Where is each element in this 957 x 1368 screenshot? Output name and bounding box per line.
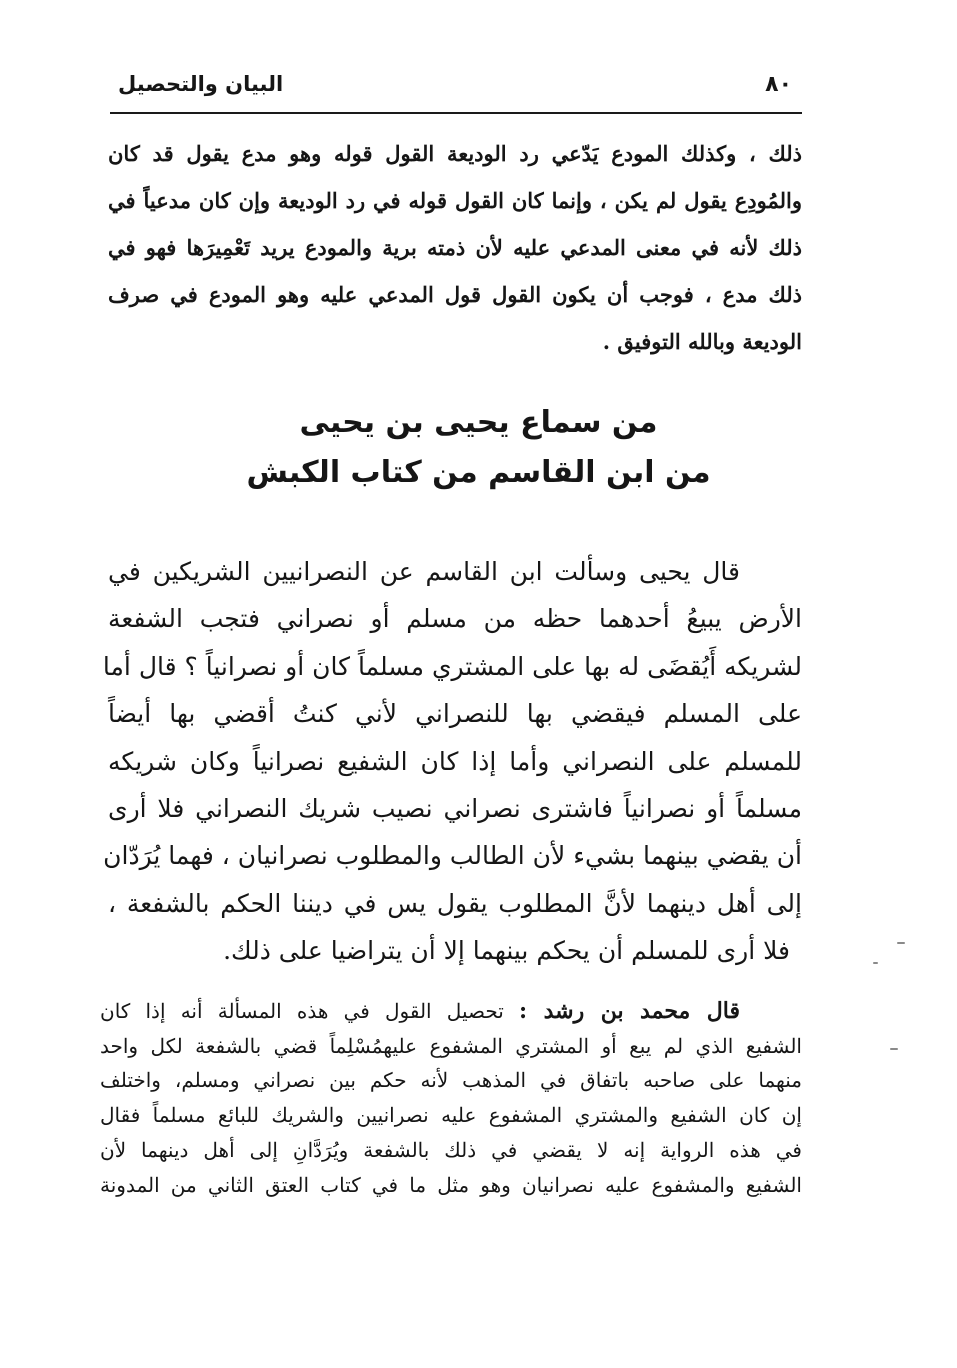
text-line: إلى أهل دينهما لأنَّ المطلوب يقول يس في ديننا الحكم بالشفعة ، xyxy=(108,888,802,918)
scan-speck xyxy=(890,1048,898,1050)
text-line: أن يقضي بينهما بشيء لأن الطالب والمطلوب نصرانيان ، فهما يُرَدّان xyxy=(103,841,802,871)
text-line: ذلك مدع ، فوجب أن يكون القول قول المدعي عليه وهو المودع في صرف xyxy=(108,282,802,307)
text-line: ذلك لأنه في معنى المدعي عليه لأن ذمته برية والمودع يريد تَعْمِيرَها فهو في xyxy=(108,235,802,260)
scan-speck xyxy=(873,962,878,964)
book-title: البيان والتحصيل xyxy=(118,72,284,96)
text-line: منهما على صاحبه باتفاق في المذهب لأنه حكم بين نصراني ومسلم، واختلف xyxy=(100,1068,802,1093)
page-number: ٨٠ xyxy=(765,72,792,97)
text-line: الوديعة وبالله التوفيق . xyxy=(602,329,802,354)
text-line: الشفيع والمشفوع عليه نصرانيان وهو مثل ما في كتاب العتق الثاني من المدونة xyxy=(100,1172,802,1197)
scan-speck xyxy=(897,942,905,944)
text-line: إن كان الشفيع والمشتري المشفوع عليه نصرانيين والشريك للبائع مسلماً فقال xyxy=(100,1103,802,1128)
main-question-text xyxy=(102,548,802,975)
section-heading-line-2: من ابن القاسم من كتاب الكبش xyxy=(246,455,711,490)
text-line: والمُودِع يقول لم يكن ، وإنما كان القول قوله في رد الوديعة وإن كان مدعياً في xyxy=(108,188,802,213)
commentary-first-line xyxy=(100,994,802,1029)
text-line: قال يحيى وسألت ابن القاسم عن النصرانيين الشريكين في xyxy=(108,557,740,586)
text-line: على المسلم فيقضي بها للنصراني لأني كنتُ أقضي بها أيضاً xyxy=(108,699,802,729)
previous-section-text xyxy=(108,130,802,365)
text-line: الأرض يبيعُ أحدهما حظه من مسلم أو نصراني فتجب الشفعة xyxy=(108,604,802,634)
commentary-speaker: قال محمد بن رشد : xyxy=(519,998,740,1024)
text-line: للمسلم على النصراني وأما إذا كان الشفيع نصرانياً وكان شريكه xyxy=(108,746,802,776)
text-line: لشريكه أَيُقضَى له بها على المشتري مسلماً كان أو نصرانياً ؟ قال أما xyxy=(102,651,802,681)
section-heading xyxy=(100,398,857,498)
text-line: فلا أرى للمسلم أن يحكم بينهما إلا أن يتراضيا على ذلك. xyxy=(223,936,790,966)
text-line: الشفيع الذي لم يبع أو المشتري المشفوع عليهمُسْلِماً قضي بالشفعة لكل واحد xyxy=(100,1033,802,1058)
section-heading-line-1: من سماع يحيى بن يحيى xyxy=(299,405,658,440)
text-line: في هذه الرواية إنه لا يقضي في ذلك بالشفعة ويُرَدَّانِ إلى أهل دينهما لأن xyxy=(100,1137,802,1162)
header-divider xyxy=(110,112,802,114)
text-line: ذلك ، وكذلك المودع يَدّعي رد الوديعة القول قوله وهو مدع يقول قد كان xyxy=(108,141,802,166)
commentary-first-line-text: تحصيل القول في هذه المسألة أنه إذا كان xyxy=(100,999,504,1023)
text-line: مسلماً أو نصرانياً فاشترى نصراني نصيب شريك النصراني فلا أرى xyxy=(108,794,802,824)
commentary-text xyxy=(100,994,802,1202)
running-header xyxy=(110,70,800,106)
